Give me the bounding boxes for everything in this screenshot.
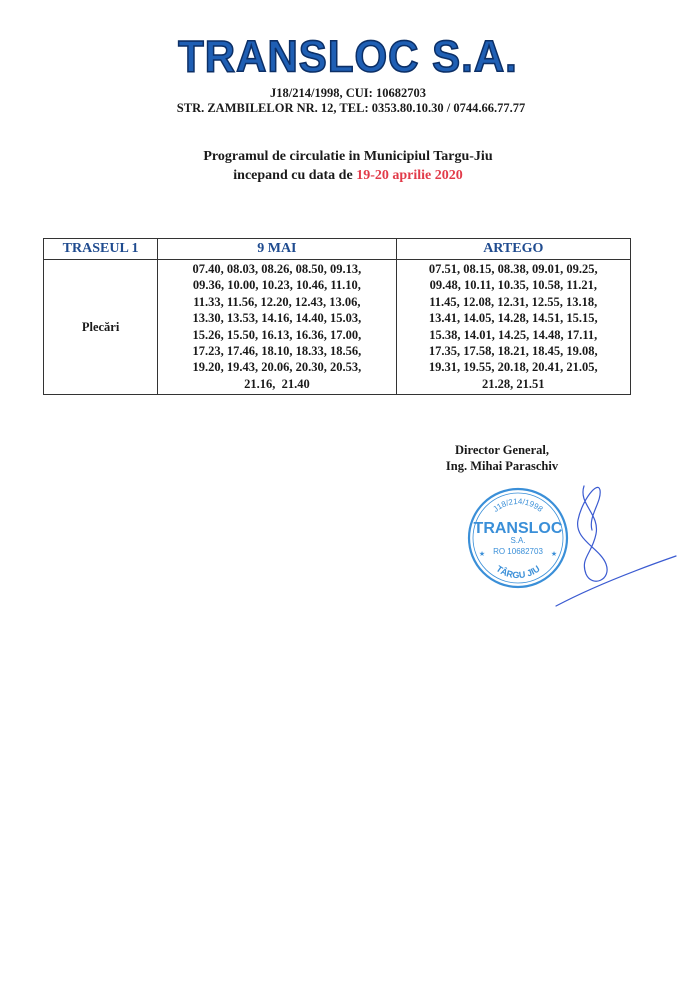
time-line: 09.36, 10.00, 10.23, 10.46, 11.10, bbox=[192, 278, 361, 293]
address-line: STR. ZAMBILELOR NR. 12, TEL: 0353.80.10.30 / 0744.66.77.77 bbox=[176, 101, 526, 115]
star-icon: ★ bbox=[550, 550, 558, 558]
time-line: 11.33, 11.56, 12.20, 12.43, 13.06, bbox=[193, 294, 361, 309]
time-line: 17.23, 17.46, 18.10, 18.33, 18.56, bbox=[192, 344, 362, 359]
handwritten-signature bbox=[540, 476, 680, 612]
signatory-title: Director General, bbox=[455, 443, 549, 457]
time-line: 19.20, 19.43, 20.06, 20.30, 20.53, bbox=[192, 360, 362, 375]
schedule-table bbox=[43, 238, 631, 395]
subtitle-prefix: incepand cu data de bbox=[233, 168, 357, 183]
route-header: TRASEUL 1 bbox=[44, 239, 158, 260]
time-line: 11.45, 12.08, 12.31, 12.55, 13.18, bbox=[429, 294, 598, 309]
table-row bbox=[44, 260, 631, 395]
company-logo: TRANSLOC S.A. bbox=[178, 31, 518, 82]
stop-9-mai-header: 9 MAI bbox=[158, 239, 396, 260]
stamp-bottom-arc: TÂRGU JIU bbox=[494, 563, 542, 581]
time-line: 21.16, 21.40 bbox=[244, 376, 310, 391]
time-line: 07.51, 08.15, 08.38, 09.01, 09.25, bbox=[428, 262, 598, 276]
time-line: 19.31, 19.55, 20.18, 20.41, 21.05, bbox=[428, 360, 598, 375]
stop-artego-header: ARTEGO bbox=[396, 239, 630, 260]
document-title: Programul de circulatie in Municipiul Targu-Jiu bbox=[203, 149, 493, 164]
stamp-ro: RO 10682703 bbox=[493, 547, 543, 556]
time-line: 09.48, 10.11, 10.35, 10.58, 11.21, bbox=[429, 278, 597, 293]
signatory-name: Ing. Mihai Paraschiv bbox=[445, 459, 559, 473]
departures-label: Plecări bbox=[44, 260, 158, 395]
start-date: 19-20 aprilie 2020 bbox=[356, 168, 463, 183]
stamp-top-arc: J18/214/1998 bbox=[491, 496, 545, 514]
time-line: 21.28, 21.51 bbox=[482, 376, 545, 391]
stamp-sa: S.A. bbox=[510, 536, 526, 545]
star-icon: ★ bbox=[478, 550, 486, 558]
departures-artego bbox=[396, 260, 630, 395]
departures-9-mai bbox=[158, 260, 396, 395]
time-line: 15.26, 15.50, 16.13, 16.36, 17.00, bbox=[192, 327, 362, 342]
time-line: 07.40, 08.03, 08.26, 08.50, 09.13, bbox=[192, 262, 362, 276]
document-subtitle bbox=[0, 166, 696, 185]
table-header-row bbox=[44, 239, 631, 260]
stamp-company: TRANSLOC bbox=[473, 520, 563, 537]
registration-line: J18/214/1998, CUI: 10682703 bbox=[270, 86, 426, 100]
time-line: 13.30, 13.53, 14.16, 14.40, 15.03, bbox=[192, 311, 362, 326]
time-line: 17.35, 17.58, 18.21, 18.45, 19.08, bbox=[428, 344, 598, 359]
time-line: 15.38, 14.01, 14.25, 14.48, 17.11, bbox=[429, 327, 598, 342]
time-line: 13.41, 14.05, 14.28, 14.51, 15.15, bbox=[428, 311, 598, 326]
